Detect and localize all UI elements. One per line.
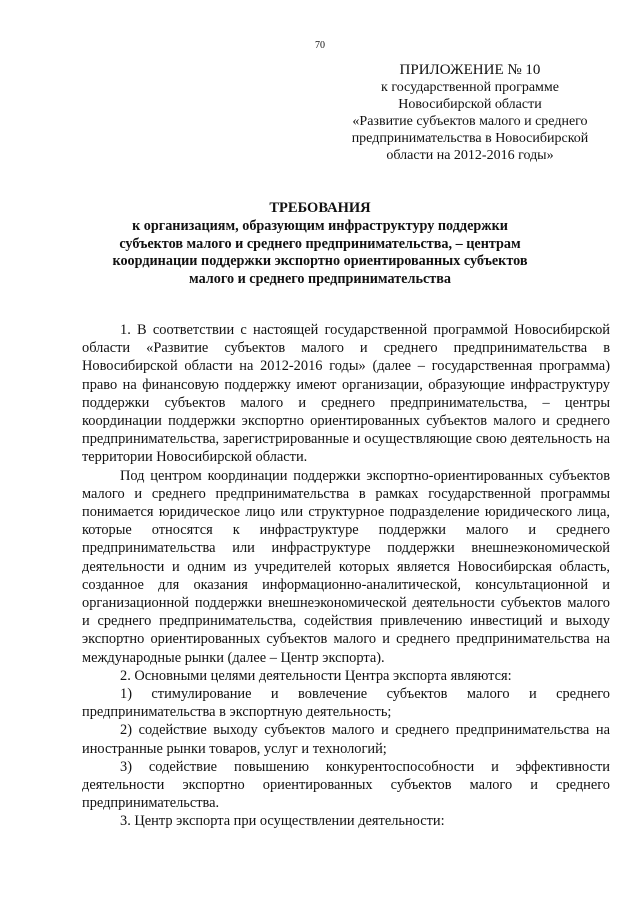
appendix-line: предпринимательства в Новосибирской xyxy=(351,131,589,146)
document-heading xyxy=(80,200,560,289)
paragraph: 3) содействие повышению конкурентоспособности и эффективности деятельности экспортно ориентированных субъектов малого и среднего предпринимательства. xyxy=(82,758,610,812)
page-number: 70 xyxy=(315,40,325,51)
paragraph: 1) стимулирование и вовлечение субъектов малого и среднего предпринимательства в экспортную деятельность; xyxy=(82,686,610,721)
appendix-line: Новосибирской области xyxy=(398,97,542,112)
appendix-line: «Развитие субъектов малого и среднего xyxy=(352,114,588,129)
heading-line: координации поддержки экспортно ориентированных субъектов xyxy=(112,253,528,270)
appendix-line: области на 2012-2016 годы» xyxy=(386,148,554,163)
paragraph: 2) содействие выходу субъектов малого и среднего предпринимательства на иностранные рынки товаров, услуг и технологий; xyxy=(82,722,610,757)
heading-title: ТРЕБОВАНИЯ xyxy=(269,200,371,216)
heading-line: к организациям, образующим инфраструктуру поддержки xyxy=(132,217,508,234)
appendix-block xyxy=(330,62,610,164)
paragraph: 2. Основными целями деятельности Центра экспорта являются: xyxy=(120,667,512,684)
heading-line: субъектов малого и среднего предпринимательства, – центрам xyxy=(119,235,521,252)
appendix-line: к государственной программе xyxy=(381,80,559,95)
appendix-title: ПРИЛОЖЕНИЕ № 10 xyxy=(399,62,541,78)
heading-line: малого и среднего предпринимательства xyxy=(189,271,451,288)
paragraph: Под центром координации поддержки экспортно-ориентированных субъектов малого и среднего предпринимательства в рамках государственной программы понимается юридическое лицо или структурное подразделение юридического лица, которые относятся к инфраструктуре поддержки малого и среднего предпринимательства или инфраструктуре поддержки внешнеэкономической деятельности и одним из учредителей которых является Новосибирская область, созданное для оказания информационно-аналитической, консультационной и организационной поддержки внешнеэкономической деятельности субъектов малого и среднего предпринимательства, содействия привлечению инвестиций и выходу экспортно ориентированных субъектов малого и среднего предпринимательства на международные рынки (далее – Центр экспорта). xyxy=(82,467,610,666)
paragraph: 1. В соответствии с настоящей государственной программой Новосибирской области «Развитие субъектов малого и среднего предпринимательства в Новосибирской области на 2012-2016 годы» (далее – государственная программа) право на финансовую поддержку имеют организации, образующие инфраструктуру поддержки субъектов малого и среднего предпринимательства, – центры координации поддержки экспортно ориентированных субъектов малого и среднего предпринимательства, зарегистрированные и осуществляющие свою деятельность на территории Новосибирской области. xyxy=(82,322,610,466)
body-text xyxy=(82,321,610,831)
paragraph: 3. Центр экспорта при осуществлении деятельности: xyxy=(120,813,445,830)
